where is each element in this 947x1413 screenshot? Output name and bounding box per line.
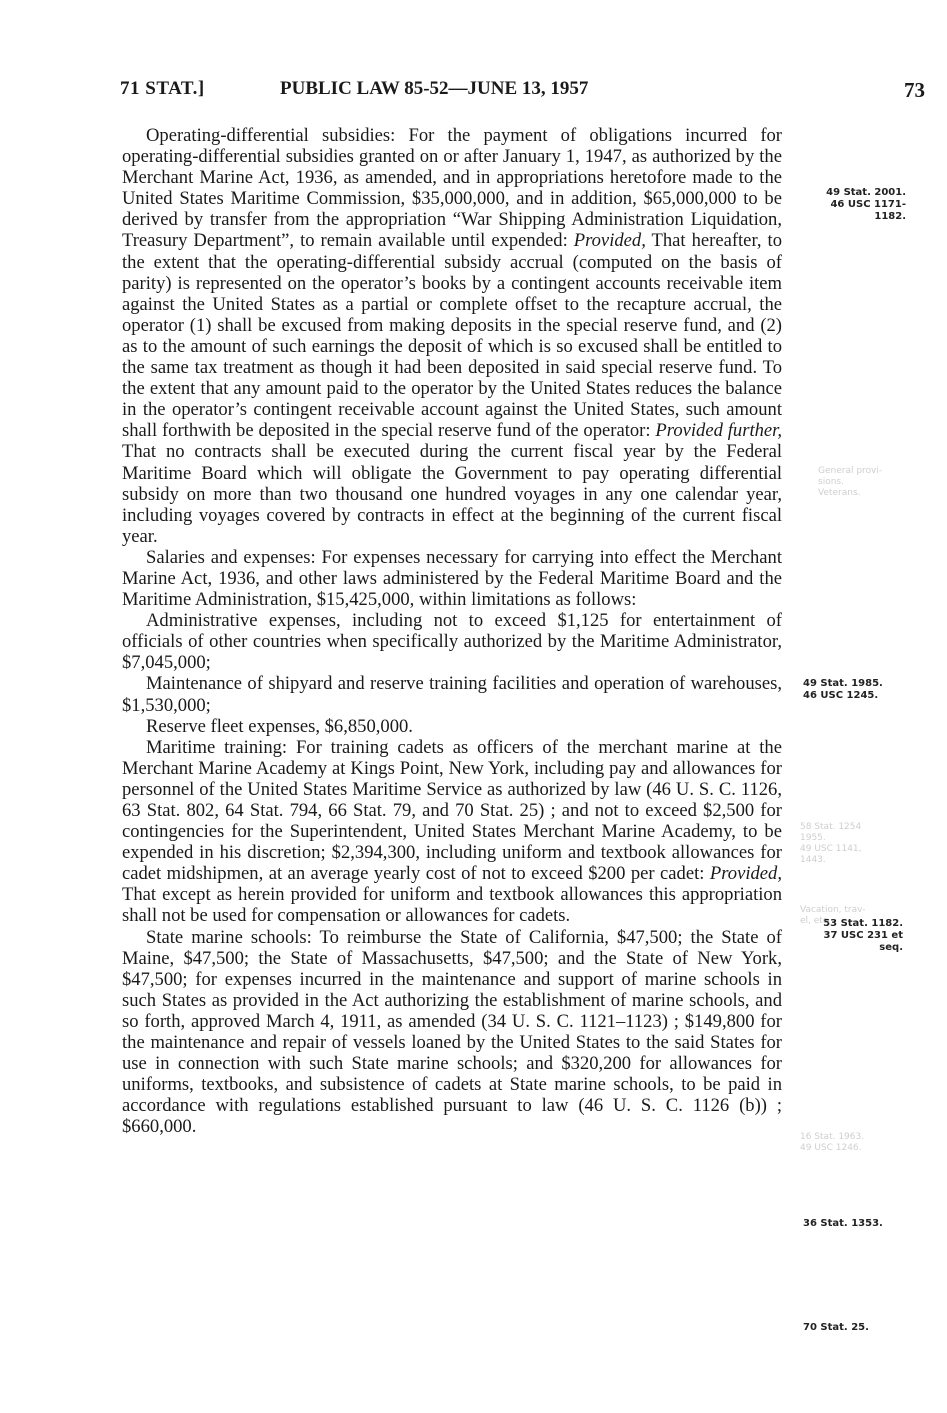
- margin-citation: 53 Stat. 1182. 37 USC 231 et seq.: [823, 918, 903, 953]
- paragraph-text: Operating-differential subsidies: For the payment of obligations incurred for operating-differential subsidies granted on or after January 1, 1947, as authorized by the Merchant Marine Act, 1936, as amended, and in appropriations heretofore made to the United States Maritime Commission, $35,000,000, and in addition, $65,000,000 to be derived by transfer from the appropriation “War Shipping Administration Liquidation, Treasury Department”, to remain available until expended:: [122, 125, 782, 252]
- paragraph-maritime-training: [122, 737, 782, 927]
- paragraph-operating-differential-subsidies: [122, 125, 782, 547]
- proviso-label: Provided,: [573, 230, 646, 252]
- statute-body: [122, 125, 782, 1138]
- paragraph-text: That hereafter, to the extent that the operating-differential subsidy accrual (computed on the basis of parity) is represented on the operator’s books by a contingent accounts receivable item against the United States as a partial or complete offset to the recapture accrual, the operator (1) shall be excused from making deposits in the special reserve fund, and (2) as to the amount of such earnings the deposit of which is so excused shall be entitled to the same tax treatment as though it had been deposited in said special reserve fund. To the extent that any amount paid to the operator by the United States reduces the balance in the operator’s contingent receivable account against the United States, such amount shall forthwith be deposited in the special reserve fund of the operator:: [122, 230, 782, 442]
- margin-citation: 70 Stat. 25.: [803, 1322, 869, 1333]
- paragraph-state-marine-schools: State marine schools: To reimburse the State of California, $47,500; the State of Maine, $47,500; the State of Massachusetts, $47,500; and the State of New York, $47,500; for expenses incurred in the maintenance and support of marine schools in such States as provided in the Act authorizing the establishment of marine schools, and so forth, approved March 4, 1911, as amended (34 U. S. C. 1121–1123) ; $149,800 for the maintenance and repair of vessels loaned by the United States to the said States for use in connection with such State marine schools; and $320,200 for allowances for uniforms, textbooks, and subsistence of cadets at State marine schools, to be paid in accordance with regulations established pursuant to law (46 U. S. C. 1126 (b)) ; $660,000.: [122, 926, 782, 1138]
- margin-citation: 49 Stat. 2001. 46 USC 1171- 1182.: [826, 187, 906, 222]
- margin-citation: 36 Stat. 1353.: [803, 1218, 883, 1229]
- paragraph-text: That no contracts shall be executed during the current fiscal year by the Federal Maritime Board which will obligate the Government to pay operating differential subsidy on more than two thousand one hundred voyages in any one calendar year, including voyages covered by contracts in effect at the beginning of the current fiscal year.: [122, 441, 782, 547]
- paragraph-reserve-fleet: Reserve fleet expenses, $6,850,000.: [146, 715, 413, 737]
- paragraph-shipyard-maintenance: Maintenance of shipyard and reserve training facilities and operation of warehouses, $1,530,000;: [122, 673, 782, 716]
- margin-citation: 49 Stat. 1985. 46 USC 1245.: [803, 678, 883, 701]
- proviso-label: Provided further,: [655, 420, 782, 442]
- bleed-through-text: General provi- sions. Veterans.: [818, 466, 883, 498]
- law-title: PUBLIC LAW 85-52—JUNE 13, 1957: [280, 78, 589, 99]
- paragraph-administrative-expenses: Administrative expenses, including not to exceed $1,125 for entertainment of officials of other countries when specifically authorized by the Maritime Administrator, $7,045,000;: [122, 610, 782, 674]
- bleed-through-text: Vacation, trav- el, etc.: [800, 905, 866, 926]
- statute-volume-label: 71 STAT.]: [120, 78, 205, 99]
- paragraph-text: Maritime training: For training cadets as officers of the merchant marine at the Merchant Marine Academy at Kings Point, New York, including pay and allowances for personnel of the United States Maritime Service as authorized by law (46 U. S. C. 1126, 63 Stat. 802, 64 Stat. 794, 66 Stat. 79, and 70 Stat. 25) ; and not to exceed $2,500 for contingencies for the Superintendent, United States Merchant Marine Academy, to be expended in his discretion; $2,394,300, including uniform and textbook allowances for cadet midshipmen, at an average yearly cost of not to exceed $200 per cadet:: [122, 736, 782, 885]
- page-number: 73: [904, 78, 925, 102]
- paragraph-text: That except as herein provided for uniform and textbook allowances this appropriation shall not be used for compensation or allowances for cadets.: [122, 884, 782, 927]
- proviso-label: Provided,: [709, 863, 782, 885]
- bleed-through-text: 16 Stat. 1963. 49 USC 1246.: [800, 1132, 865, 1153]
- running-header: [120, 78, 925, 108]
- paragraph-salaries-and-expenses: Salaries and expenses: For expenses necessary for carrying into effect the Merchant Marine Act, 1936, and other laws administered by the Federal Maritime Board and the Maritime Administration, $15,425,000, within limitations as follows:: [122, 546, 782, 611]
- bleed-through-text: 58 Stat. 1254 1955. 49 USC 1141, 1443.: [800, 822, 862, 865]
